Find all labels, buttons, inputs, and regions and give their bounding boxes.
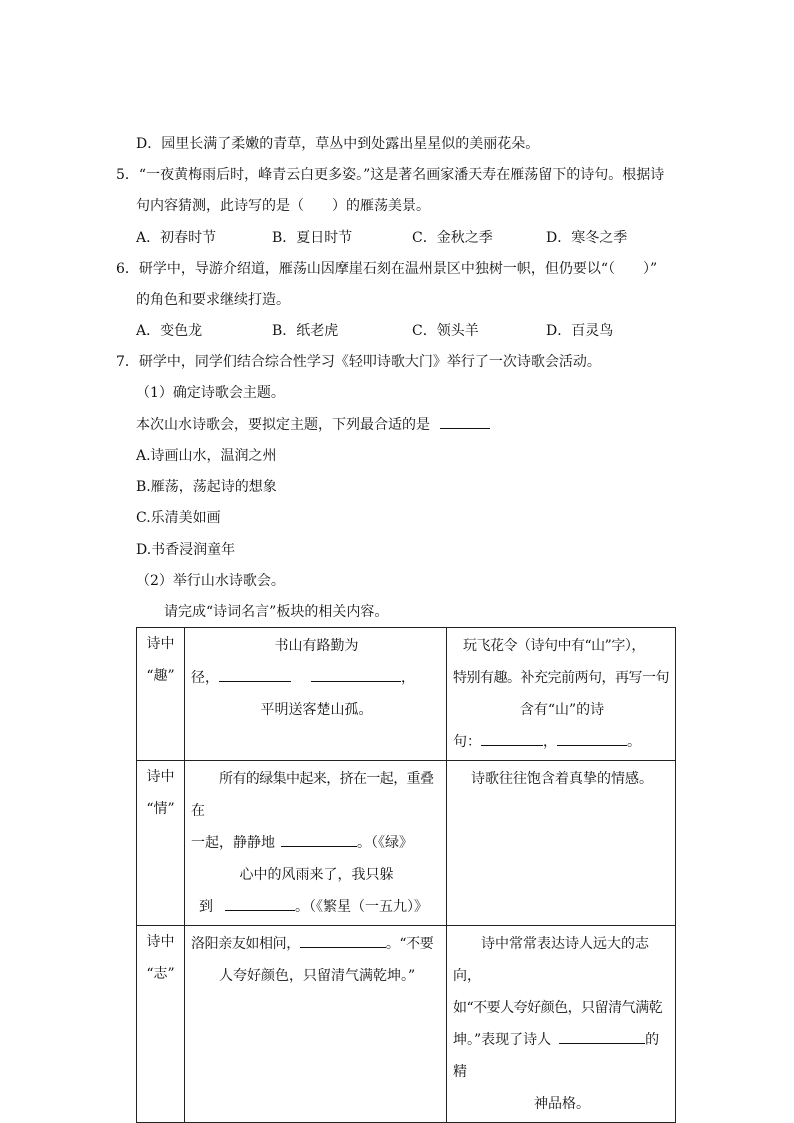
poem-line-blanks [191, 891, 442, 923]
row-zhi-note [447, 926, 676, 1123]
poem-line: 人夸好颜色，只留清气满乾坤。” [219, 968, 416, 984]
note-line: 神品格。 [534, 1096, 590, 1112]
row-zhi-content [185, 926, 447, 1123]
poem-line-blanks [191, 928, 442, 960]
text-fragment: 的精 [453, 1032, 660, 1080]
answer-blank[interactable] [311, 667, 401, 682]
q5-option-a[interactable]: A．初春时节 [136, 230, 217, 246]
q7-sub2-title: （2）举行山水诗歌会。 [136, 573, 285, 589]
answer-blank[interactable] [557, 731, 627, 746]
note-line: 玩飞花令（诗句中有“山”字）， [463, 638, 645, 654]
q6-option-d[interactable]: D．百灵鸟 [546, 323, 614, 339]
label-line: 诗中 [146, 934, 175, 950]
text-fragment: ， [401, 670, 415, 686]
q7-stem: 7．研学中，同学们结合综合性学习《轻叩诗歌大门》举行了一次诗歌会活动。 [116, 354, 601, 370]
table-row-zhi [137, 926, 676, 1123]
q5-option-d[interactable]: D．寒冬之季 [546, 230, 628, 246]
note-line: 含有“山”的诗 [519, 702, 605, 718]
poem-line: 书山有路勤为 [274, 638, 359, 654]
table-row-qu [137, 628, 676, 761]
text-fragment: 。（《绿》 [357, 835, 413, 851]
text-fragment: 坤。”表现了诗人 [453, 1032, 552, 1048]
answer-blank[interactable] [219, 667, 291, 682]
poem-line: 平明送客楚山孤。 [260, 702, 373, 718]
text-fragment: 一起，静静地 [191, 835, 275, 851]
text-fragment: ， [543, 734, 557, 750]
q6-stem-line1: 6．研学中，导游介绍道，雁荡山因摩崖石刻在温州景区中独树一帜，但仍要以“（ ）” [116, 261, 658, 277]
row-label-zhi [137, 926, 185, 1123]
q7-sub1-prompt: 本次山水诗歌会，要拟定主题，下列最合适的是 [136, 417, 430, 433]
row-qu-content [185, 628, 447, 761]
q7-sub1-option-d[interactable]: D.书香浸润童年 [136, 542, 236, 558]
label-line: 诗中 [146, 769, 175, 785]
row-label-qu [137, 628, 185, 761]
q6-option-b[interactable]: B．纸老虎 [272, 323, 339, 339]
q5-option-b[interactable]: B．夏日时节 [272, 230, 353, 246]
q6-stem-line2: 的角色和要求继续打造。 [136, 292, 290, 308]
note-line: 诗歌往往饱含着真挚的情感。 [471, 771, 653, 787]
row-qing-note [447, 761, 676, 926]
text-fragment: 句： [453, 734, 481, 750]
label-line: “趣” [146, 668, 175, 684]
row-qu-note [447, 628, 676, 761]
poem-line: 所有的绿集中起来，挤在一起，重叠在 [191, 771, 434, 819]
q7-sub1-option-c[interactable]: C.乐清美如画 [136, 510, 221, 526]
note-line-blanks [453, 726, 671, 758]
poem-line: 心中的风雨来了，我只躲 [239, 867, 394, 883]
text-fragment: 径， [191, 670, 219, 686]
table-row-qing [137, 761, 676, 926]
text-fragment: 到 [199, 899, 213, 915]
text-fragment: 洛阳亲友如相问， [191, 936, 300, 952]
q7-sub1-text [136, 414, 490, 434]
row-label-qing [137, 761, 185, 926]
q7-sub1-option-a[interactable]: A.诗画山水，温润之州 [136, 448, 277, 464]
note-line: 如“不要人夸好颜色，只留清气满乾 [453, 1000, 663, 1016]
q7-sub1-title: （1）确定诗歌会主题。 [136, 385, 285, 401]
q5-stem-line1: 5．“一夜黄梅雨后时，峰青云白更多姿。”这是著名画家潘天寿在雁荡留下的诗句。根据诗 [116, 167, 665, 183]
note-line-blanks [453, 1024, 671, 1088]
q6-option-c[interactable]: C．领头羊 [412, 323, 479, 339]
text-fragment: 。“不要 [385, 936, 434, 952]
poem-line-blanks [191, 827, 442, 859]
poem-line-blanks [191, 662, 442, 694]
answer-blank[interactable] [481, 731, 543, 746]
label-line: 诗中 [146, 636, 175, 652]
answer-blank[interactable] [225, 896, 295, 911]
q7-sub2-text: 请完成“诗词名言”板块的相关内容。 [164, 604, 389, 620]
text-fragment: 。（《繁星（一五九）》 [295, 899, 428, 915]
note-line: 诗中常常表达诗人远大的志向， [453, 936, 649, 984]
row-qing-content [185, 761, 447, 926]
answer-blank[interactable] [559, 1029, 645, 1044]
answer-blank[interactable] [281, 832, 357, 847]
q4-option-d: D．园里长满了柔嫩的青草，草丛中到处露出星星似的美丽花朵。 [136, 136, 540, 152]
poetry-table [136, 627, 676, 1123]
note-line: 特别有趣。补充完前两句，再写一句 [453, 670, 669, 686]
label-line: “情” [146, 801, 175, 817]
answer-blank[interactable] [300, 933, 386, 948]
q5-stem-line2: 句内容猜测，此诗写的是（ ）的雁荡美景。 [136, 198, 430, 214]
answer-blank[interactable] [440, 414, 490, 429]
q5-option-c[interactable]: C．金秋之季 [412, 230, 493, 246]
label-line: “志” [146, 966, 175, 982]
q7-sub1-option-b[interactable]: B.雁荡，荡起诗的想象 [136, 479, 277, 495]
q6-option-a[interactable]: A．变色龙 [136, 323, 203, 339]
text-fragment: 。 [627, 734, 641, 750]
